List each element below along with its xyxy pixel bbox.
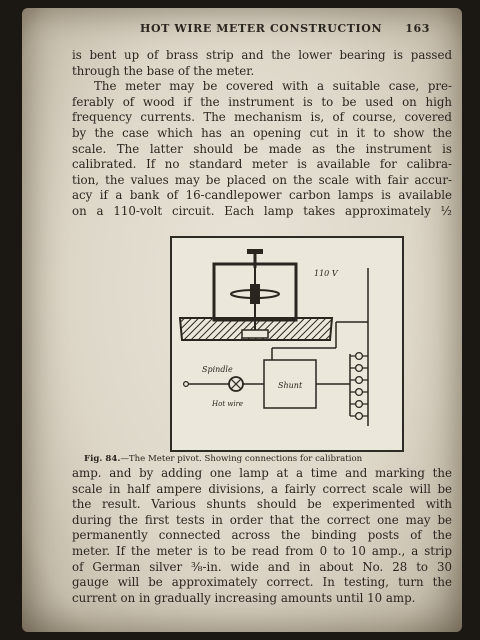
body-text-top	[72, 48, 452, 220]
text-line: meter. If the meter is to be read from 0 to 10 amp., a strip	[72, 543, 452, 558]
text-line: by the case which has an opening cut in it to show the	[72, 125, 452, 140]
spindle-label: Spindle	[202, 365, 233, 374]
text-line: through the base of the meter.	[72, 63, 255, 78]
shunt-label: Shunt	[278, 381, 303, 390]
text-line: the result. Various shunts should be experimented with	[72, 497, 452, 512]
text-line: during the first tests in order that the correct one may be	[72, 512, 452, 527]
screw-head	[247, 249, 263, 254]
binding-post	[184, 382, 189, 387]
lamp	[356, 401, 363, 408]
text-line: of German silver ⅜-in. wide and in about No. 28 to 30	[72, 559, 452, 574]
caption-text: —The Meter pivot. Showing connections for calibration	[120, 454, 363, 464]
text-line: ferably of wood if the instrument is to be used on high	[72, 94, 452, 109]
figure-number: Fig. 84.	[84, 454, 121, 464]
text-line: acy if a bank of 16-candlepower carbon lamps is available	[72, 188, 452, 203]
text-line: current on in gradually increasing amounts until 10 amp.	[72, 590, 416, 605]
text-line: The meter may be covered with a suitable case, pre-	[94, 79, 452, 94]
chapter-title: HOT WIRE METER CONSTRUCTION	[140, 22, 383, 35]
page-number: 163	[405, 22, 430, 35]
text-line: scale. The latter should be made as the instrument is	[72, 141, 452, 156]
hot-wire-label: Hot wire	[212, 400, 244, 408]
text-line: frequency currents. The mechanism is, of course, covered	[72, 110, 452, 125]
wiring-diagram	[172, 238, 402, 450]
text-line: gauge will be approximately correct. In testing, turn the	[72, 575, 452, 590]
lower-bearing	[242, 330, 268, 338]
lamp	[356, 413, 363, 420]
pulley-hub	[250, 284, 260, 304]
lamp	[356, 365, 363, 372]
figure-caption	[84, 454, 454, 464]
text-line: calibrated. If no standard meter is available for calibra-	[72, 157, 452, 172]
text-line: on a 110-volt circuit. Each lamp takes approximately ½	[72, 203, 452, 218]
book-page	[22, 8, 462, 632]
text-line: is bent up of brass strip and the lower bearing is passed	[72, 48, 452, 62]
text-line: amp. and by adding one lamp at a time and marking the	[72, 466, 452, 480]
text-line: scale in half ampere divisions, a fairly correct scale will be	[72, 481, 452, 496]
text-line: permanently connected across the binding posts of the	[72, 528, 452, 543]
meter-diagram	[170, 236, 404, 452]
lamp	[356, 389, 363, 396]
body-text-bottom	[72, 466, 452, 606]
lamp	[356, 377, 363, 384]
lamp-bank	[350, 353, 368, 420]
lamp	[356, 353, 363, 360]
text-line: tion, the values may be placed on the scale with fair accur-	[72, 172, 452, 187]
voltage-label: 110 V	[314, 269, 338, 278]
